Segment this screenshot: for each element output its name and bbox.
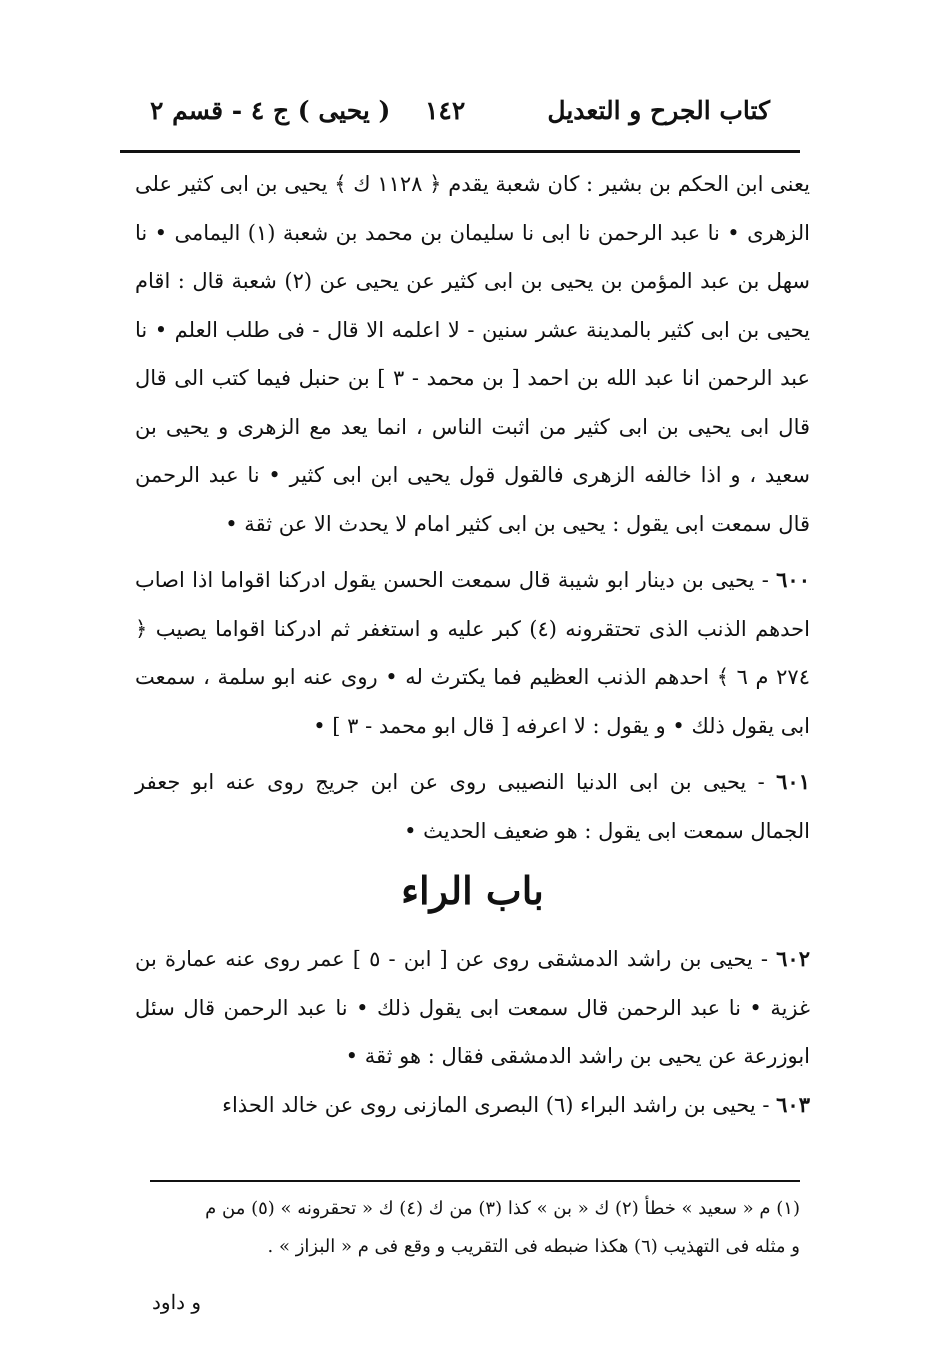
running-head	[140, 92, 800, 142]
entry-text: يحيى بن دينار ابو شيبة قال سمعت الحسن يقول ادركنا اقواما اذا اصاب احدهم الذنب الذى تحتقرونه (٤) كبر عليه و استغفر ثم ادركنا اقواما يصيب ﴿ ٢٧٤ م ٦ ﴾ احدهم الذنب العظيم فما يكترث له • روى عنه ابو سلمة ، سمعت ابى يقول ذلك • و يقول : لا اعرفه [ قال ابو محمد - ٣ ] •	[135, 568, 811, 738]
footnote-line: و مثله فى التهذيب (٦) هكذا ضبطه فى التقريب و وقع فى م « البزاز » .	[267, 1236, 800, 1257]
entry-601: ٦٠١ - يحيى بن ابى الدنيا النصيبى روى عن ابن جريج روى عنه ابو جعفر الجمال سمعت ابى يقول : هو ضعيف الحديث •	[135, 769, 810, 843]
book-title: كتاب الجرح و التعديل	[547, 96, 770, 125]
footnote-line: (١) م « سعيد » خطأ (٢) ك « بن » كذا (٣) من ك (٤) ك « تحقرونه » (٥) من م	[205, 1198, 800, 1219]
footnote-rule	[150, 1180, 800, 1182]
entry-text: يحيى بن ابى الدنيا النصيبى روى عن ابن جريج روى عنه ابو جعفر الجمال سمعت ابى يقول : هو ضعيف الحديث •	[135, 770, 810, 843]
section-label: ( يحيى ) ج ٤ - قسم ٢	[150, 96, 391, 125]
entry-number: ٦٠٣	[776, 1091, 810, 1117]
entry-number: ٦٠٢	[776, 946, 810, 971]
footnotes	[140, 1190, 800, 1266]
entry-number: ٦٠٠	[776, 567, 810, 592]
entry-number: ٦٠١	[776, 769, 810, 794]
entry-602: ٦٠٢ - يحيى بن راشد الدمشقى روى عن [ ابن - ٥ ] عمر روى عنه عمارة بن غزية • نا عبد الرحمن قال سمعت ابى يقول ذلك • نا عبد الرحمن قال سئل ابوزرعة عن يحيى بن راشد الدمشقى فقال : هو ثقة •	[135, 946, 810, 1068]
entry-603: ٦٠٣ - يحيى بن راشد البراء (٦) البصرى المازنى روى عن خالد الحذاء	[222, 1091, 810, 1117]
header-rule	[120, 150, 800, 153]
section-heading: باب الراء	[401, 868, 544, 913]
entry-continuation	[135, 160, 810, 548]
entry-text: يحيى بن راشد الدمشقى روى عن [ ابن - ٥ ] عمر روى عنه عمارة بن غزية • نا عبد الرحمن قال سمعت ابى يقول ذلك • نا عبد الرحمن قال سئل ابوزرعة عن يحيى بن راشد الدمشقى فقال : هو ثقة •	[135, 947, 810, 1068]
entry-text: يحيى بن راشد البراء (٦) البصرى المازنى روى عن خالد الحذاء	[222, 1092, 756, 1117]
catchword: و داود	[152, 1290, 202, 1314]
entry-600: ٦٠٠ - يحيى بن دينار ابو شيبة قال سمعت الحسن يقول ادركنا اقواما اذا اصاب احدهم الذنب الذى تحتقرونه (٤) كبر عليه و استغفر ثم ادركنا اقواما يصيب ﴿ ٢٧٤ م ٦ ﴾ احدهم الذنب العظيم فما يكترث له • روى عنه ابو سلمة ، سمعت ابى يقول ذلك • و يقول : لا اعرفه [ قال ابو محمد - ٣ ] •	[135, 567, 811, 738]
entry-text: يعنى ابن الحكم بن بشير : كان شعبة يقدم ﴿ ١١٢٨ ك ﴾ يحيى بن ابى كثير على الزهرى • نا عبد الرحمن نا ابى نا سليمان بن محمد بن شعبة (١) اليمامى • نا سهل بن عبد المؤمن بن يحيى بن ابى كثير عن يحيى عن (٢) شعبة قال : اقام يحيى بن ابى كثير بالمدينة عشر سنين - لا اعلمه الا قال - فى طلب العلم • نا عبد الرحمن انا عبد الله بن احمد [ بن محمد - ٣ ] بن حنبل فيما كتب الى قال قال ابى يحيى بن ابى كثير من اثبت الناس ، انما يعد مع الزهرى و يحيى بن سعيد ، و اذا خالفه الزهرى فالقول قول يحيى ابن ابى كثير • نا عبد الرحمن قال سمعت ابى يقول : يحيى بن ابى كثير امام لا يحدث الا عن ثقة •	[135, 172, 810, 536]
main-text	[135, 160, 810, 1129]
page-number: ١٤٢	[425, 96, 466, 125]
